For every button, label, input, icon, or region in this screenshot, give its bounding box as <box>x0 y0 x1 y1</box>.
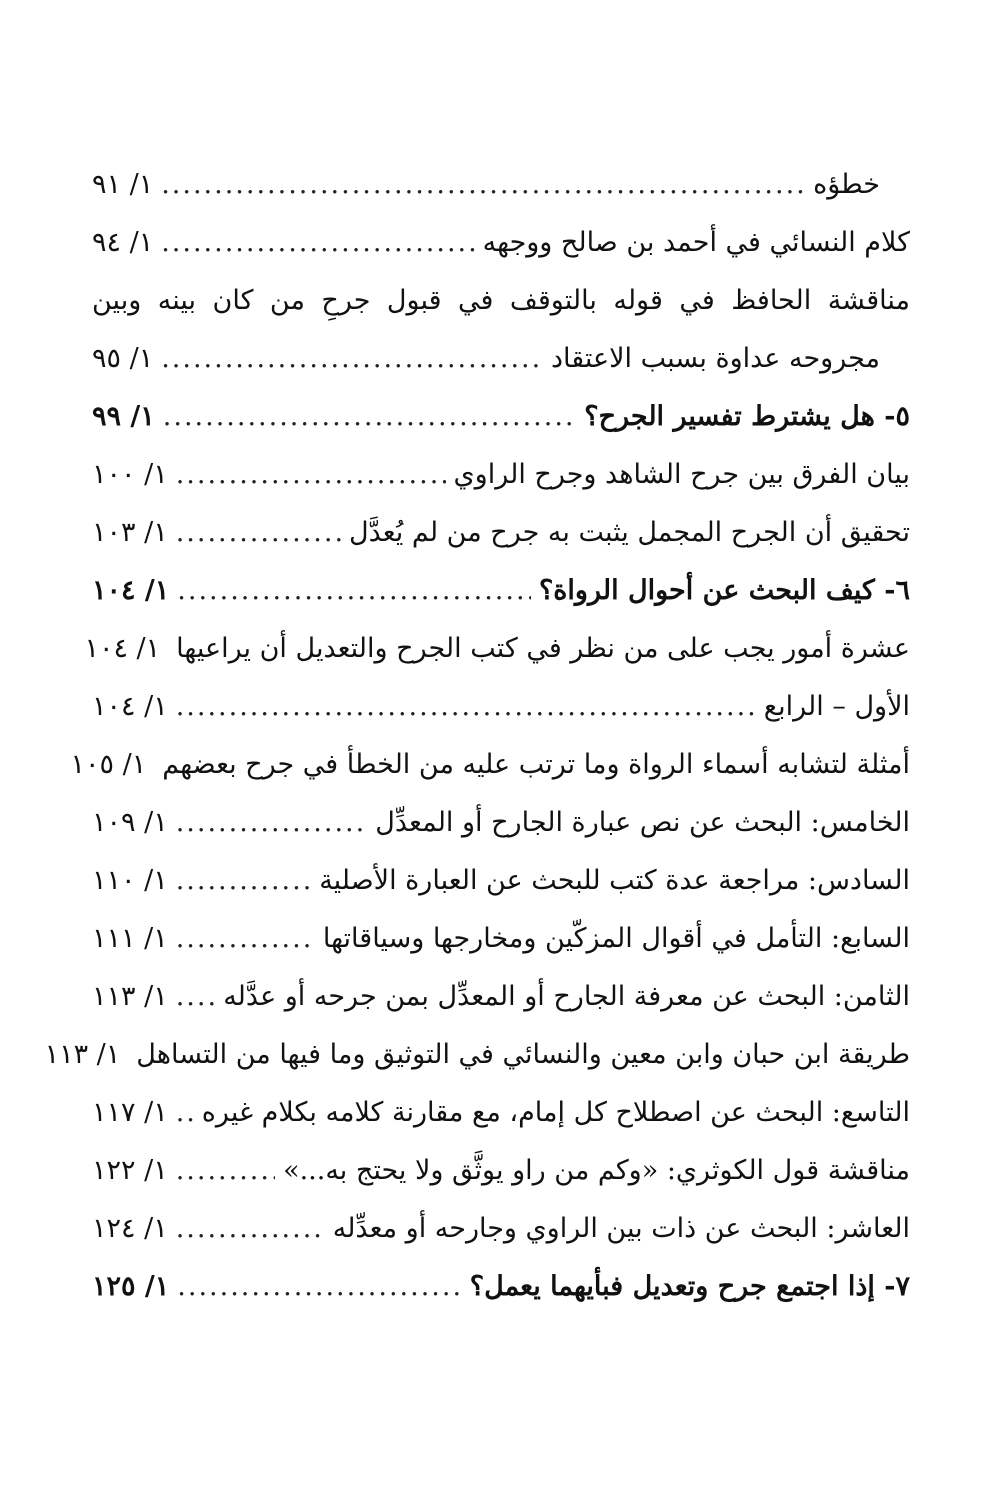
toc-entry-title: السابع: التأمل في أقوال المزكّين ومخارجها وسياقاتها <box>322 923 910 954</box>
leader-dots <box>161 156 805 214</box>
toc-entry-page: ١/ ١٢٢ <box>92 1155 168 1186</box>
toc-entry-title: أمثلة لتشابه أسماء الرواة وما ترتب عليه من الخطأ في جرح بعضهم <box>162 749 910 780</box>
toc-entry <box>70 736 910 794</box>
toc-entry-page: ١/ ٩٩ <box>92 401 155 432</box>
leader-dots <box>176 1084 194 1142</box>
toc-entry <box>92 678 910 736</box>
toc-section-heading <box>92 388 910 446</box>
toc-entry-page: ١/ ١٠٤ <box>92 691 168 722</box>
leader-dots <box>163 388 576 446</box>
leader-dots <box>177 562 531 620</box>
toc-entry-title: بيان الفرق بين جرح الشاهد وجرح الراوي <box>453 459 910 490</box>
toc-entry <box>92 852 910 910</box>
toc-entry-title: ٧- إذا اجتمع جرح وتعديل فبأيهما يعمل؟ <box>469 1271 910 1302</box>
toc-entry-title: ٥- هل يشترط تفسير الجرح؟ <box>584 401 910 432</box>
toc-entry-title: خطؤه <box>813 169 880 200</box>
leader-dots <box>176 678 756 736</box>
leader-dots <box>177 1258 462 1316</box>
toc-entry <box>92 504 910 562</box>
toc-entry-title: عشرة أمور يجب على من نظر في كتب الجرح والتعديل أن يراعيها <box>176 633 910 664</box>
leader-dots <box>161 330 543 388</box>
leader-dots <box>176 794 368 852</box>
toc-entry-page: ١/ ١١٧ <box>92 1097 168 1128</box>
toc-entry-page: ١/ ١١١ <box>92 923 168 954</box>
toc-entry-title: ٦- كيف البحث عن أحوال الرواة؟ <box>538 575 910 606</box>
toc-section-heading <box>92 562 910 620</box>
toc-entry <box>84 620 910 678</box>
toc-entry <box>92 1142 910 1200</box>
toc-entry-page: ١/ ١٠٠ <box>92 459 168 490</box>
toc-entry-title: الخامس: البحث عن نص عبارة الجارح أو المعدِّل <box>375 807 910 838</box>
toc-entry <box>92 1084 910 1142</box>
toc-entry-title: السادس: مراجعة عدة كتب للبحث عن العبارة الأصلية <box>319 865 910 896</box>
toc-entry-page: ١/ ١١٣ <box>44 1039 121 1070</box>
toc-entry-page: ١/ ١١٣ <box>92 981 168 1012</box>
toc-entry <box>92 1200 910 1258</box>
toc-entry <box>92 446 910 504</box>
toc-entry <box>92 272 910 388</box>
toc-entry-page: ١/ ٩٤ <box>92 227 154 258</box>
leader-dots <box>176 1200 325 1258</box>
toc-entry-page: ١/ ١٠٤ <box>92 575 170 606</box>
toc-entry-page: ١/ ٩٥ <box>92 343 154 374</box>
leader-dots <box>176 1142 275 1200</box>
toc-entry-page: ١/ ١٠٤ <box>84 633 161 664</box>
toc-entry-title: التاسع: البحث عن اصطلاح كل إمام، مع مقارنة كلامه بكلام غيره <box>201 1097 910 1128</box>
toc-entry-title: كلام النسائي في أحمد بن صالح ووجهه <box>482 227 910 258</box>
toc-entry-page: ١/ ١١٠ <box>92 865 168 896</box>
toc-entry-title: الأول – الرابع <box>763 691 910 722</box>
toc-entry <box>92 794 910 852</box>
toc-section-heading <box>92 1258 910 1316</box>
toc-entry-page: ١/ ١٢٤ <box>92 1213 168 1244</box>
toc-entry <box>92 214 910 272</box>
leader-dots <box>176 852 311 910</box>
toc-entry-title-line2: مجروحه عداوة بسبب الاعتقاد <box>550 343 880 374</box>
toc-entry-title: مناقشة قول الكوثري: «وكم من راو يوثَّق ولا يحتج به...» <box>283 1155 910 1186</box>
leader-dots <box>176 504 341 562</box>
toc-entry <box>92 156 910 214</box>
toc-entry <box>44 1026 910 1084</box>
toc-entry-page: ١/ ١٠٩ <box>92 807 168 838</box>
leader-dots <box>176 968 215 1026</box>
leader-dots <box>176 446 446 504</box>
toc-entry-page: ١/ ١٠٣ <box>92 517 168 548</box>
toc-entry-page: ١/ ١٢٥ <box>92 1271 170 1302</box>
toc-entry-title-line1: مناقشة الحافظ في قوله بالتوقف في قبول جرحِ من كان بينه وبين <box>92 285 910 316</box>
toc-entry-title: طريقة ابن حبان وابن معين والنسائي في التوثيق وما فيها من التساهل <box>136 1039 910 1070</box>
toc-entry <box>92 910 910 968</box>
leader-dots <box>161 214 474 272</box>
toc-entry <box>92 968 910 1026</box>
toc-entry-title: العاشر: البحث عن ذات بين الراوي وجارحه أو معدِّله <box>332 1213 910 1244</box>
toc-entry-continuation <box>92 330 910 388</box>
toc-entry-page: ١/ ١٠٥ <box>70 749 147 780</box>
toc-entry-title: الثامن: البحث عن معرفة الجارح أو المعدِّل بمن جرحه أو عدَّله <box>223 981 910 1012</box>
toc-entry-page: ١/ ٩١ <box>92 169 154 200</box>
toc-entry-title: تحقيق أن الجرح المجمل يثبت به جرح من لم يُعدَّل <box>348 517 910 548</box>
table-of-contents <box>44 156 910 1316</box>
leader-dots <box>176 910 315 968</box>
